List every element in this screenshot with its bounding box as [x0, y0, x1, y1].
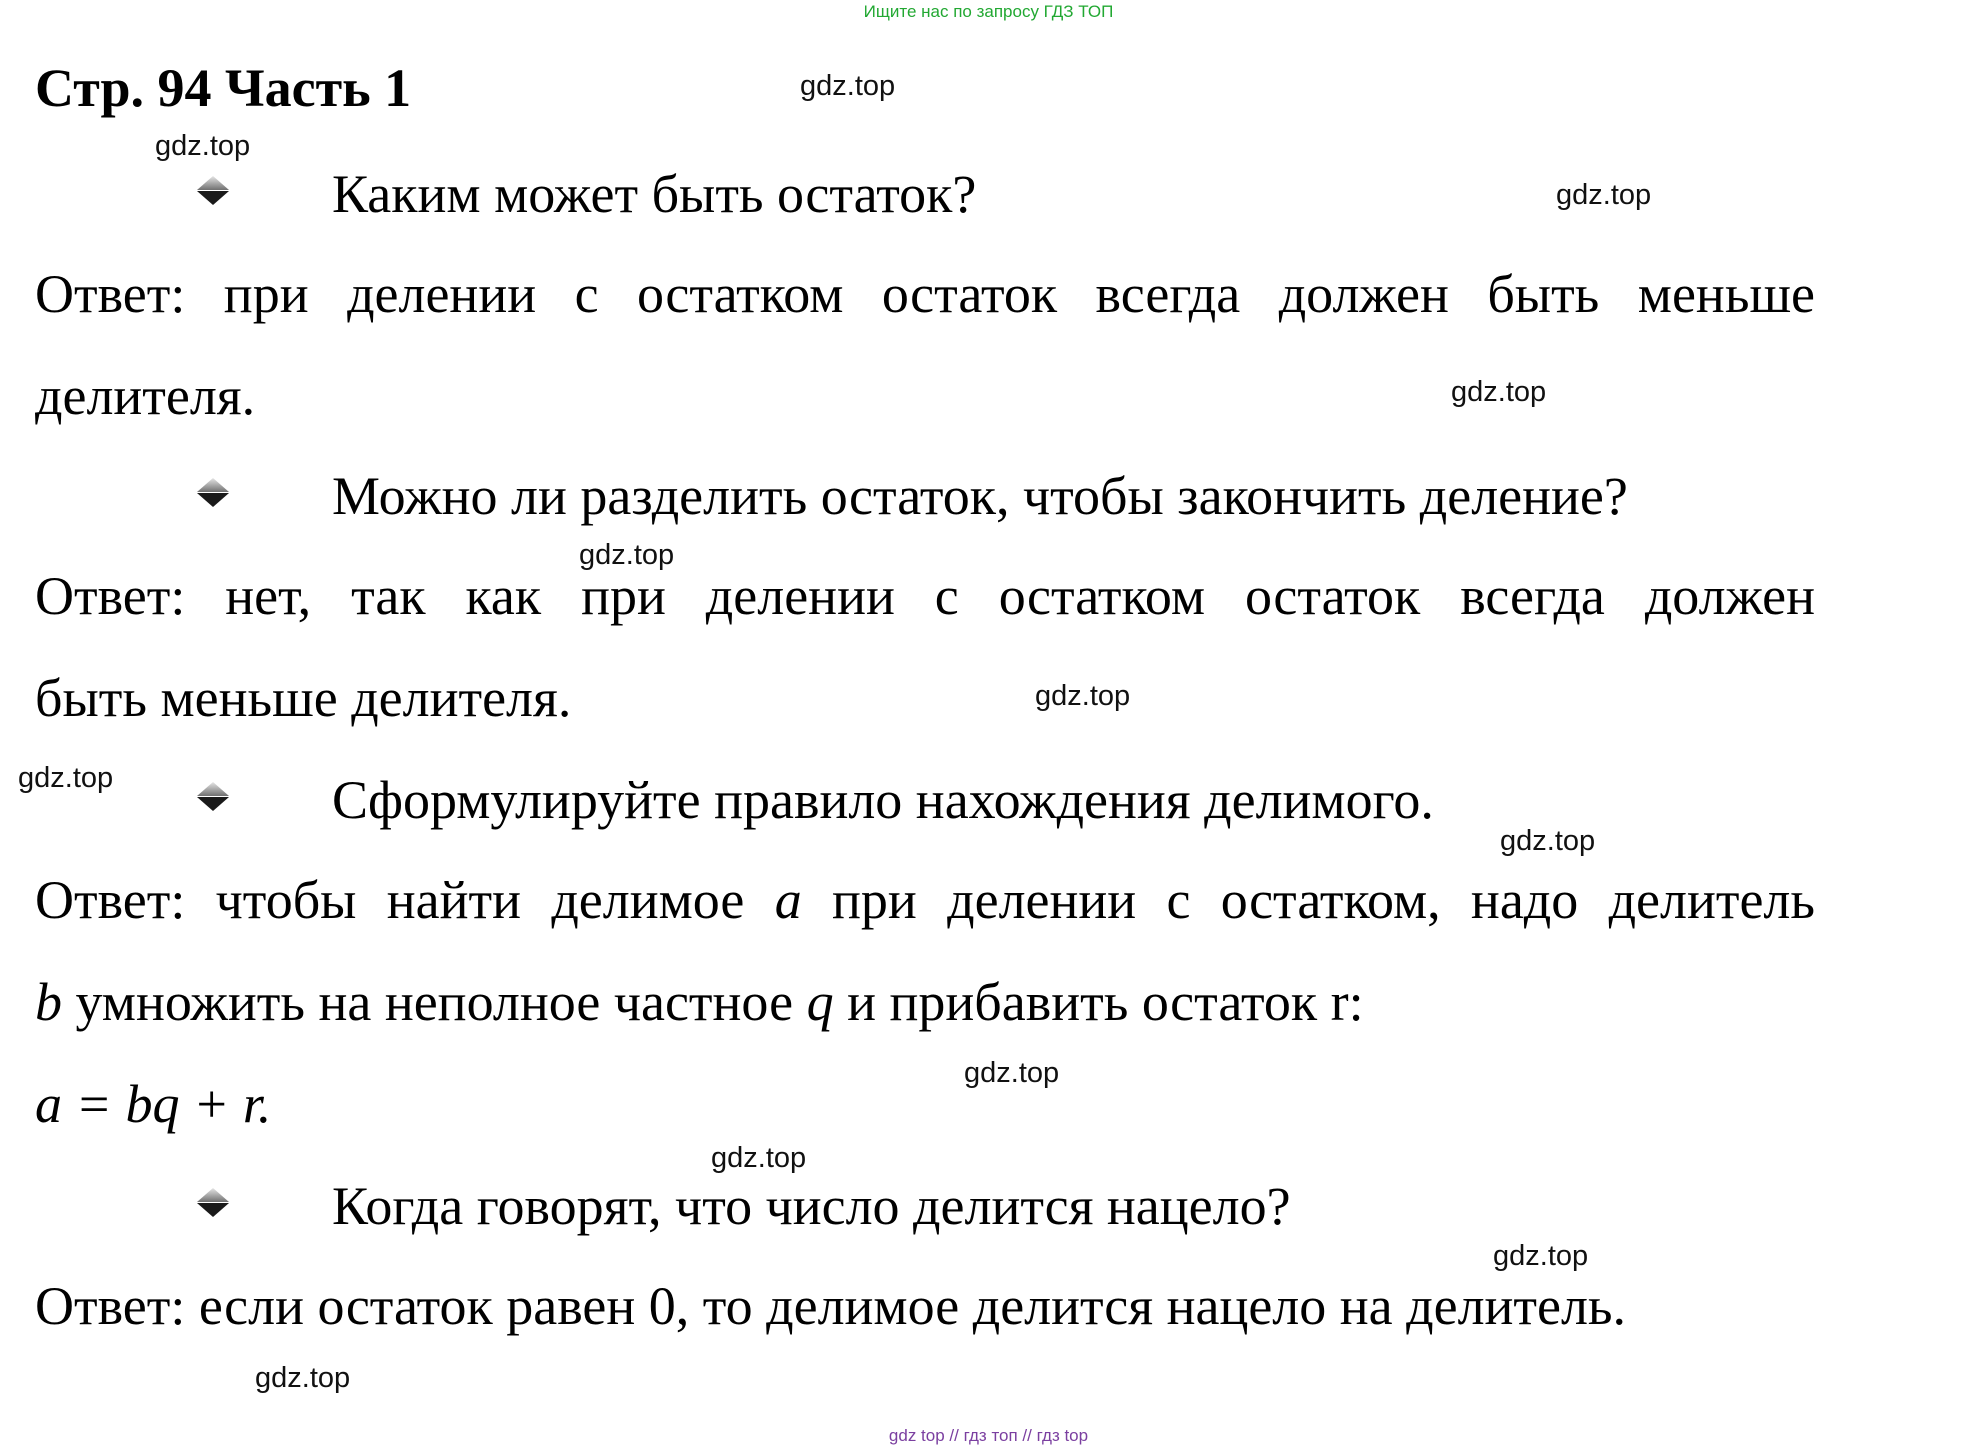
- answer-3-text: и прибавить остаток r:: [833, 972, 1364, 1032]
- arrow-bullet-icon: [193, 174, 233, 208]
- answer-2-line-2: быть меньше делителя.: [35, 668, 572, 728]
- watermark: gdz.top: [711, 1142, 807, 1174]
- question-2: Можно ли разделить остаток, чтобы закончить деление?: [332, 466, 1628, 526]
- answer-3-text: при делении с остатком, надо делитель: [801, 870, 1816, 930]
- watermark: gdz.top: [155, 130, 251, 162]
- answer-4-line-1: Ответ: если остаток равен 0, то делимое делится нацело на делитель.: [35, 1276, 1627, 1336]
- watermark: gdz.top: [579, 539, 675, 571]
- variable-a: a: [774, 870, 802, 930]
- answer-1-line-2: делителя.: [35, 366, 256, 426]
- watermark: gdz.top: [964, 1057, 1060, 1089]
- watermark: gdz.top: [1500, 825, 1596, 857]
- watermark: gdz.top: [1493, 1240, 1589, 1272]
- answer-3-line-1: [35, 864, 1815, 936]
- watermark: gdz.top: [255, 1362, 351, 1394]
- variable-q: q: [806, 972, 834, 1032]
- answer-3-text: умножить на неполное частное: [62, 972, 807, 1032]
- answer-3-line-2: [35, 966, 1364, 1038]
- answer-3-text: Ответ: чтобы найти делимое: [35, 870, 775, 930]
- arrow-bullet-icon: [193, 780, 233, 814]
- top-banner: Ищите нас по запросу ГДЗ ТОП: [863, 2, 1114, 21]
- arrow-bullet-icon: [193, 476, 233, 510]
- question-4: Когда говорят, что число делится нацело?: [332, 1176, 1291, 1236]
- watermark: gdz.top: [1556, 179, 1652, 211]
- footer: gdz top // гдз топ // гдз top: [888, 1426, 1089, 1445]
- watermark: gdz.top: [1451, 376, 1547, 408]
- question-1: Каким может быть остаток?: [332, 164, 977, 224]
- variable-b: b: [35, 972, 62, 1032]
- answer-1-line-1: Ответ: при делении с остатком остаток всегда должен быть меньше: [35, 264, 1815, 324]
- watermark: gdz.top: [800, 70, 896, 102]
- arrow-bullet-icon: [193, 1186, 233, 1220]
- formula: a = bq + r.: [35, 1074, 272, 1134]
- question-3: Сформулируйте правило нахождения делимого.: [332, 770, 1434, 830]
- answer-2-line-1: Ответ: нет, так как при делении с остатком остаток всегда должен: [35, 566, 1815, 626]
- watermark: gdz.top: [1035, 680, 1131, 712]
- page-title: Стр. 94 Часть 1: [35, 58, 412, 118]
- watermark: gdz.top: [18, 762, 114, 794]
